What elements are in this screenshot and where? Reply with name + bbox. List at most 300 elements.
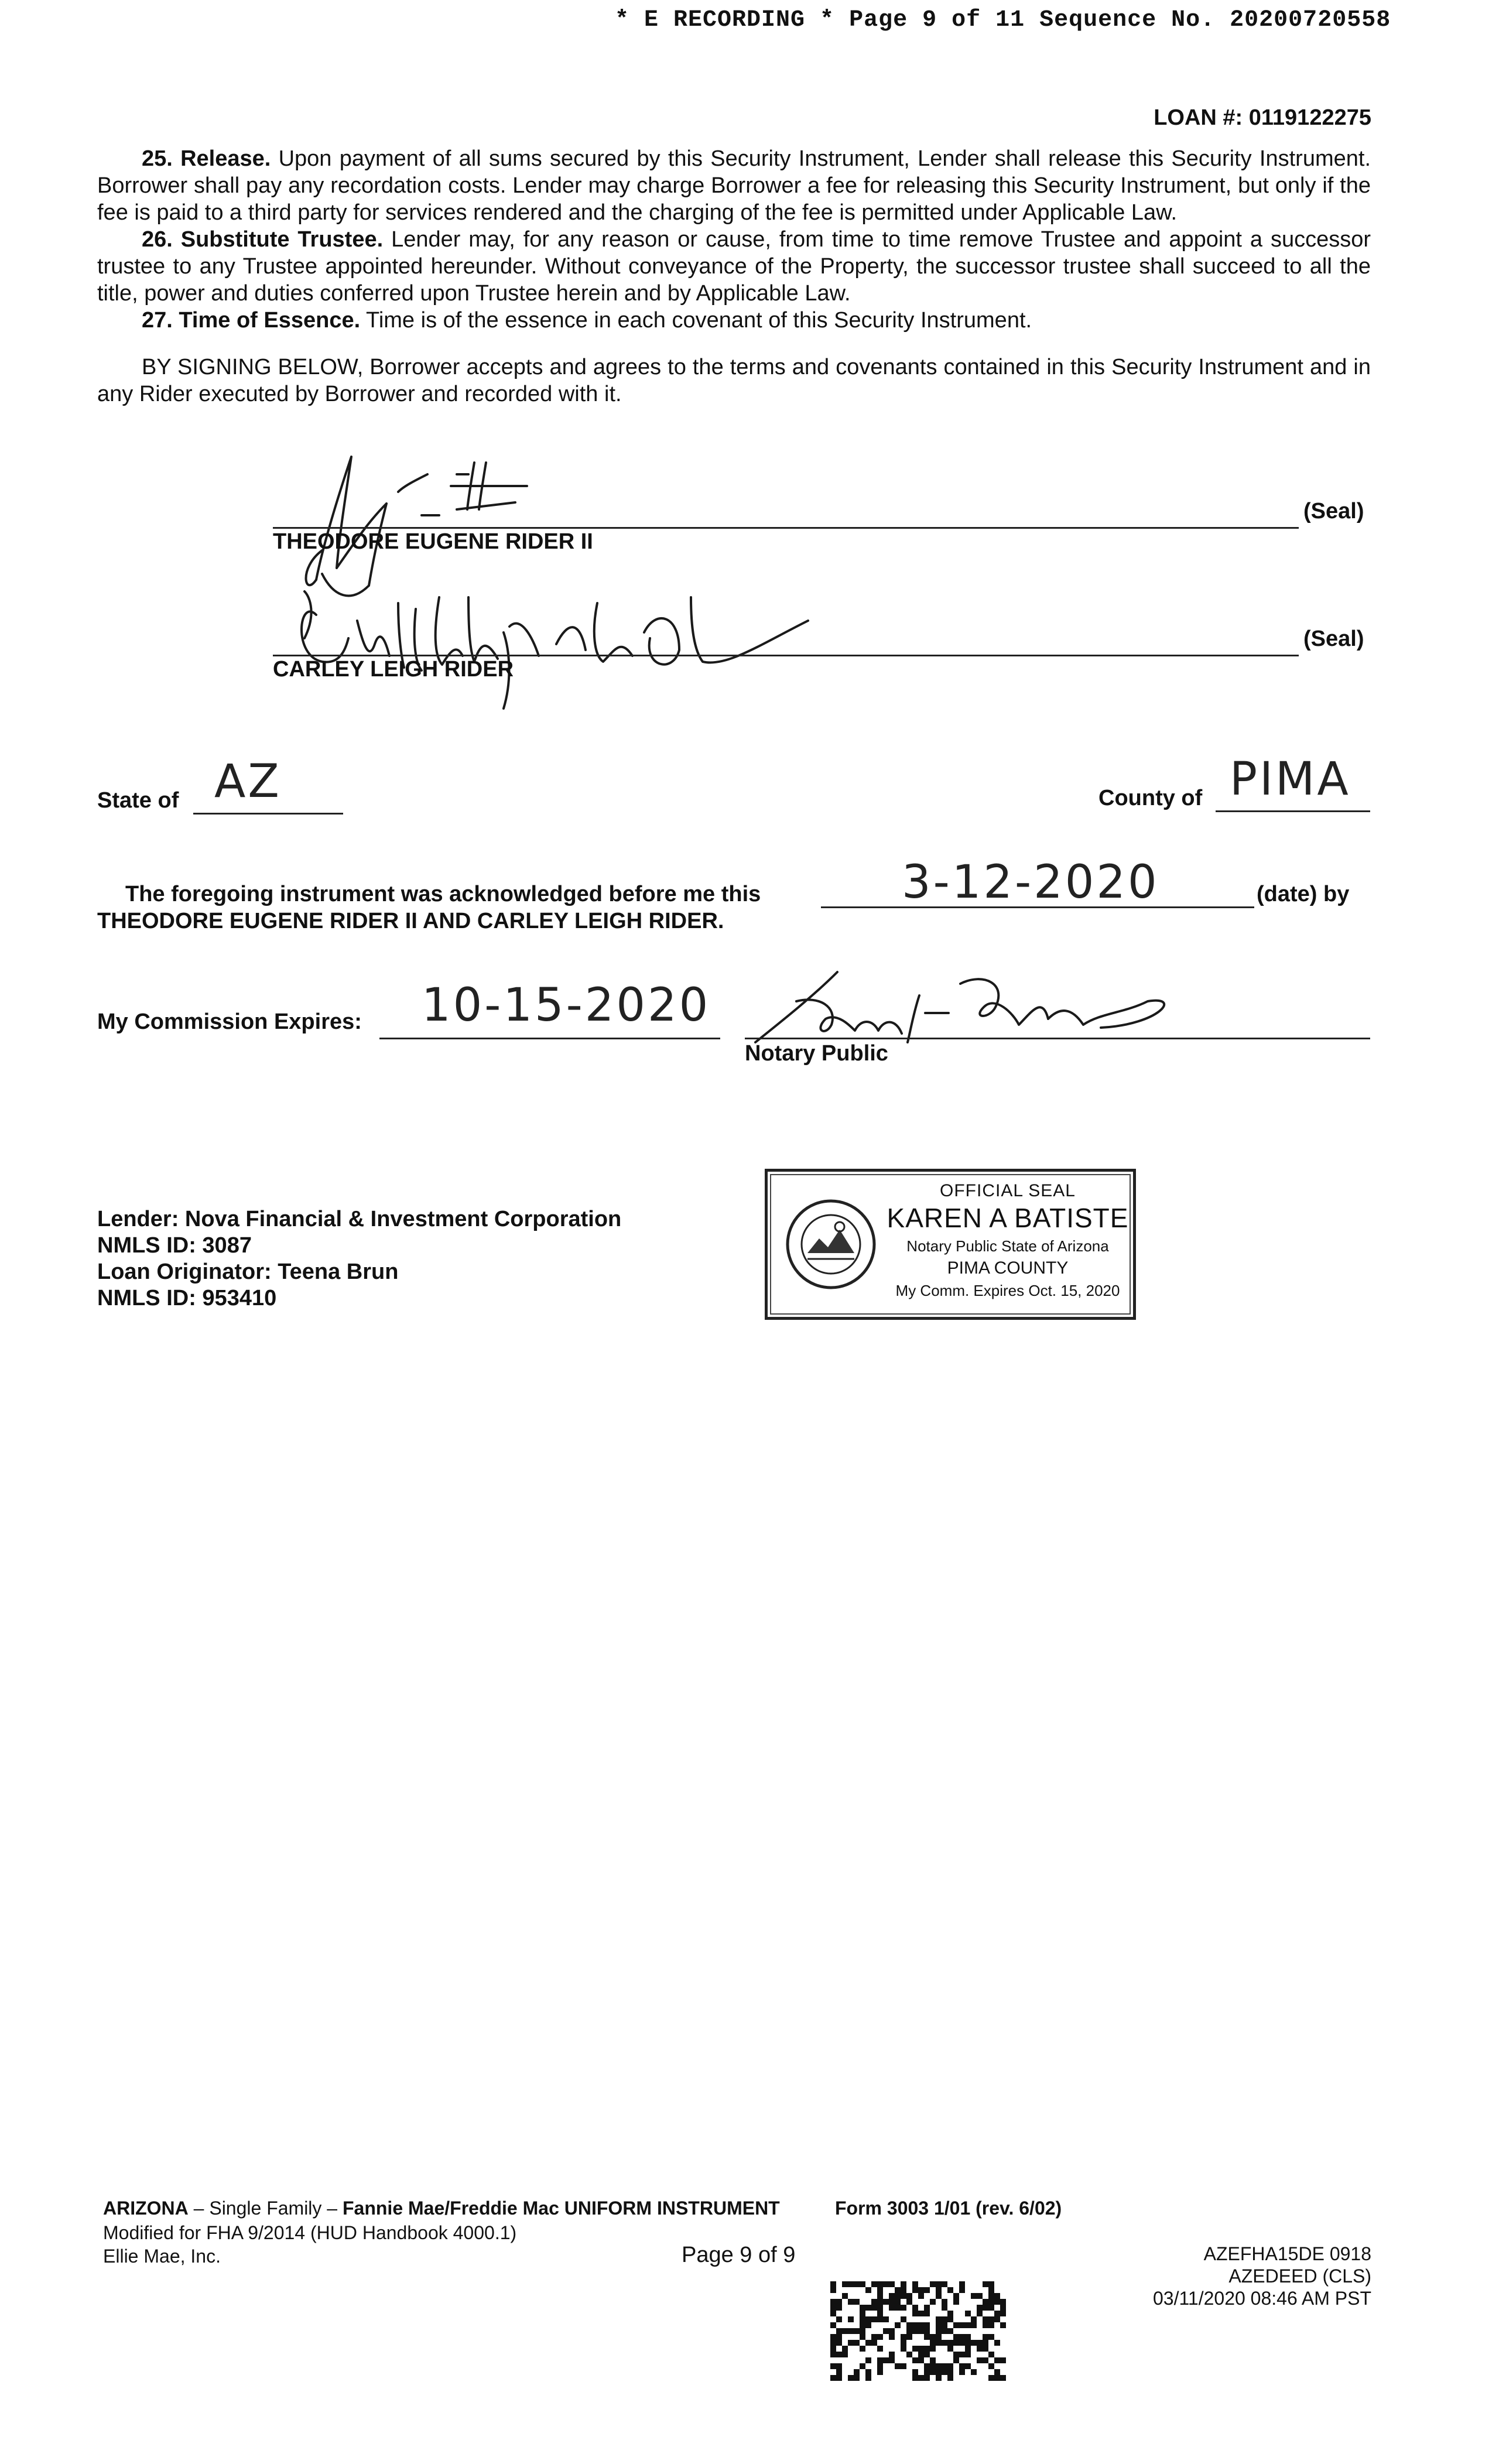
barcode-cell — [959, 2363, 965, 2369]
notary-stamp — [765, 1169, 1136, 1320]
barcode-cell — [848, 2375, 854, 2381]
borrower2-name: CARLEY LEIGH RIDER — [273, 657, 514, 682]
barcode-cell — [965, 2352, 971, 2357]
barcode-cell — [842, 2352, 848, 2357]
barcode-cell — [860, 2328, 865, 2334]
barcode-cell — [971, 2369, 977, 2375]
barcode-cell — [895, 2363, 901, 2369]
barcode-cell — [860, 2281, 865, 2287]
barcode-cell — [959, 2334, 965, 2340]
barcode-cell — [877, 2287, 883, 2293]
barcode-cell — [924, 2334, 930, 2340]
barcode-cell — [895, 2322, 901, 2328]
footer-code1: AZEFHA15DE 0918 — [1203, 2243, 1371, 2264]
acknowledgment-text: The foregoing instrument was acknowledged before me this — [125, 882, 761, 906]
barcode-cell — [830, 2311, 836, 2316]
barcode-cell — [1000, 2299, 1006, 2305]
barcode-cell — [901, 2340, 906, 2346]
barcode-cell — [924, 2363, 930, 2369]
barcode-cell — [912, 2346, 918, 2352]
barcode-cell — [918, 2375, 924, 2381]
barcode-cell — [959, 2340, 965, 2346]
barcode-cell — [842, 2346, 848, 2352]
barcode-cell — [977, 2305, 983, 2311]
barcode-cell — [924, 2375, 930, 2381]
lender-name: Lender: Nova Financial & Investment Corporation — [97, 1207, 622, 1231]
borrower1-signature-line — [273, 527, 1299, 529]
barcode-cell — [912, 2305, 918, 2311]
barcode-cell — [930, 2299, 936, 2305]
barcode-cell — [1000, 2357, 1006, 2363]
barcode-cell — [994, 2293, 1000, 2299]
barcode-cell — [906, 2299, 912, 2305]
barcode-cell — [918, 2311, 924, 2316]
barcode-cell — [906, 2328, 912, 2334]
state-line — [193, 813, 343, 815]
barcode-cell — [912, 2287, 918, 2293]
barcode-cell — [918, 2346, 924, 2352]
loan-originator: Loan Originator: Teena Brun — [97, 1260, 399, 1284]
footer-vendor: Ellie Mae, Inc. — [103, 2246, 221, 2267]
barcode-cell — [889, 2299, 895, 2305]
barcode-cell — [953, 2293, 959, 2299]
barcode-cell — [930, 2369, 936, 2375]
recording-header: * E RECORDING * Page 9 of 11 Sequence No. 20200720558 — [615, 7, 1391, 33]
barcode-cell — [906, 2352, 912, 2357]
borrower1-seal: (Seal) — [1303, 499, 1364, 523]
barcode-cell — [895, 2293, 901, 2299]
originator-nmls: NMLS ID: 953410 — [97, 1286, 277, 1310]
barcode-cell — [830, 2375, 836, 2381]
barcode-cell — [901, 2316, 906, 2322]
barcode-cell — [924, 2287, 930, 2293]
barcode-cell — [983, 2334, 988, 2340]
barcode-cell — [977, 2311, 983, 2316]
barcode-cell — [912, 2311, 918, 2316]
barcode-cell — [947, 2287, 953, 2293]
barcode-icon — [830, 2281, 1006, 2381]
barcode-cell — [871, 2334, 877, 2340]
barcode-cell — [865, 2287, 871, 2293]
barcode-cell — [971, 2322, 977, 2328]
barcode-cell — [889, 2281, 895, 2287]
barcode-cell — [842, 2293, 848, 2299]
barcode-cell — [965, 2340, 971, 2346]
barcode-cell — [971, 2316, 977, 2322]
barcode-cell — [994, 2357, 1000, 2363]
stamp-notary-line: Notary Public State of Arizona — [906, 1237, 1109, 1255]
barcode-cell — [871, 2281, 877, 2287]
barcode-cell — [953, 2299, 959, 2305]
barcode-cell — [988, 2293, 994, 2299]
barcode-cell — [942, 2322, 947, 2328]
barcode-cell — [860, 2346, 865, 2352]
barcode-cell — [895, 2305, 901, 2311]
barcode-cell — [912, 2369, 918, 2375]
barcode-cell — [883, 2281, 889, 2287]
barcode-cell — [1000, 2305, 1006, 2311]
acknowledgment-names: THEODORE EUGENE RIDER II AND CARLEY LEIGH RIDER. — [97, 909, 724, 933]
barcode-cell — [936, 2322, 942, 2328]
footer-instrument — [103, 2197, 780, 2219]
barcode-cell — [983, 2316, 988, 2322]
barcode-cell — [924, 2328, 930, 2334]
barcode-cell — [830, 2305, 836, 2311]
stamp-title: OFFICIAL SEAL — [940, 1181, 1076, 1200]
stamp-name: KAREN A BATISTE — [887, 1203, 1129, 1233]
barcode-cell — [942, 2363, 947, 2369]
barcode-cell — [912, 2357, 918, 2363]
barcode-cell — [912, 2281, 918, 2287]
footer-timestamp: 03/11/2020 08:46 AM PST — [1153, 2288, 1371, 2309]
footer-code2: AZEDEED (CLS) — [1228, 2265, 1371, 2287]
barcode-cell — [1000, 2375, 1006, 2381]
barcode-cell — [901, 2281, 906, 2287]
barcode-cell — [848, 2328, 854, 2334]
barcode-cell — [918, 2322, 924, 2328]
paragraph-26-text: Lender may, for any reason or cause, from time to time remove Trustee and appoint a successor trustee to any Trustee appointed hereunder. Without conveyance of the Property, the successor trustee shall succeed to all the title, power and duties conferred upon Trustee herein and by Applicable Law. — [97, 227, 1371, 306]
barcode-cell — [877, 2369, 883, 2375]
barcode-cell — [994, 2311, 1000, 2316]
barcode-cell — [947, 2328, 953, 2334]
barcode-cell — [865, 2357, 871, 2363]
barcode-cell — [830, 2281, 836, 2287]
notary-signature-line — [745, 1038, 1370, 1039]
barcode-cell — [871, 2340, 877, 2346]
paragraph-25 — [97, 145, 1371, 226]
barcode-cell — [994, 2369, 1000, 2375]
footer-uniform: Fannie Mae/Freddie Mac UNIFORM INSTRUMENT — [342, 2198, 780, 2219]
barcode-cell — [906, 2334, 912, 2340]
barcode-cell — [871, 2299, 877, 2305]
barcode-cell — [842, 2281, 848, 2287]
barcode-cell — [918, 2293, 924, 2299]
barcode-cell — [883, 2357, 889, 2363]
barcode-cell — [947, 2316, 953, 2322]
acknowledgment-date-by: (date) by — [1257, 882, 1350, 906]
barcode-cell — [971, 2340, 977, 2346]
barcode-cell — [947, 2311, 953, 2316]
barcode-cell — [936, 2293, 942, 2299]
barcode-cell — [901, 2293, 906, 2299]
barcode-cell — [836, 2369, 842, 2375]
barcode-cell — [877, 2334, 883, 2340]
barcode-cell — [912, 2328, 918, 2334]
barcode-cell — [924, 2369, 930, 2375]
barcode-cell — [983, 2299, 988, 2305]
barcode-cell — [860, 2316, 865, 2322]
barcode-cell — [918, 2287, 924, 2293]
barcode-cell — [860, 2334, 865, 2340]
barcode-cell — [924, 2352, 930, 2357]
borrower2-signature — [281, 562, 867, 714]
barcode-cell — [988, 2363, 994, 2369]
barcode-cell — [930, 2340, 936, 2346]
barcode-cell — [871, 2316, 877, 2322]
barcode-cell — [924, 2311, 930, 2316]
barcode-cell — [942, 2305, 947, 2311]
paragraph-27 — [97, 307, 1371, 334]
barcode-cell — [936, 2287, 942, 2293]
barcode-cell — [830, 2299, 836, 2305]
barcode-cell — [936, 2281, 942, 2287]
stamp-expires: My Comm. Expires Oct. 15, 2020 — [895, 1282, 1120, 1299]
barcode-cell — [924, 2305, 930, 2311]
barcode-cell — [953, 2322, 959, 2328]
barcode-cell — [860, 2322, 865, 2328]
barcode-cell — [936, 2328, 942, 2334]
barcode-cell — [848, 2340, 854, 2346]
barcode-cell — [877, 2299, 883, 2305]
paragraph-27-title: 27. Time of Essence. — [142, 308, 361, 333]
barcode-cell — [871, 2305, 877, 2311]
barcode-cell — [971, 2293, 977, 2299]
barcode-cell — [836, 2316, 842, 2322]
barcode-cell — [988, 2352, 994, 2357]
barcode-cell — [924, 2322, 930, 2328]
barcode-cell — [1000, 2322, 1006, 2328]
barcode-cell — [877, 2357, 883, 2363]
barcode-cell — [877, 2293, 883, 2299]
footer-state: ARIZONA — [103, 2198, 189, 2219]
barcode-cell — [883, 2299, 889, 2305]
barcode-cell — [947, 2346, 953, 2352]
barcode-cell — [965, 2311, 971, 2316]
barcode-cell — [947, 2363, 953, 2369]
borrower1-name: THEODORE EUGENE RIDER II — [273, 529, 593, 554]
barcode-cell — [983, 2322, 988, 2328]
barcode-cell — [889, 2334, 895, 2340]
paragraph-26-title: 26. Substitute Trustee. — [142, 227, 384, 252]
barcode-cell — [924, 2346, 930, 2352]
barcode-cell — [965, 2346, 971, 2352]
barcode-cell — [994, 2299, 1000, 2305]
barcode-cell — [936, 2363, 942, 2369]
barcode-cell — [830, 2340, 836, 2346]
barcode-cell — [988, 2299, 994, 2305]
barcode-cell — [836, 2334, 842, 2340]
barcode-cell — [912, 2322, 918, 2328]
barcode-cell — [830, 2346, 836, 2352]
covenants-section — [97, 145, 1371, 408]
notary-public-label: Notary Public — [745, 1041, 888, 1066]
signing-statement-text: BY SIGNING BELOW, Borrower accepts and agrees to the terms and covenants contained in this Security Instrument and in any Rider executed by Borrower and recorded with it. — [97, 355, 1371, 406]
barcode-cell — [988, 2287, 994, 2293]
barcode-cell — [930, 2281, 936, 2287]
barcode-cell — [959, 2287, 965, 2293]
barcode-cell — [836, 2363, 842, 2369]
paragraph-27-text: Time is of the essence in each covenant of this Security Instrument. — [366, 308, 1032, 333]
barcode-cell — [854, 2328, 860, 2334]
barcode-cell — [836, 2299, 842, 2305]
barcode-cell — [836, 2375, 842, 2381]
barcode-cell — [994, 2340, 1000, 2346]
barcode-cell — [942, 2316, 947, 2322]
county-label: County of — [1098, 786, 1203, 810]
barcode-cell — [959, 2322, 965, 2328]
barcode-cell — [865, 2340, 871, 2346]
barcode-cell — [947, 2340, 953, 2346]
barcode-cell — [836, 2340, 842, 2346]
barcode-cell — [959, 2352, 965, 2357]
barcode-cell — [854, 2281, 860, 2287]
borrower2-seal: (Seal) — [1303, 627, 1364, 651]
commission-label: My Commission Expires: — [97, 1009, 362, 1034]
paragraph-25-text: Upon payment of all sums secured by this Security Instrument, Lender shall release this Security Instrument. Borrower shall pay any recordation costs. Lender may charge Borrower a fee for releasing this Security Instrument, but only if the fee is paid to a third party for services rendered and the charging of the fee is permitted under Applicable Law. — [97, 146, 1371, 225]
footer-modified: Modified for FHA 9/2014 (HUD Handbook 4000.1) — [103, 2222, 517, 2243]
barcode-cell — [988, 2322, 994, 2328]
paragraph-25-title: 25. Release. — [142, 146, 271, 171]
loan-number: LOAN #: 0119122275 — [1154, 105, 1371, 130]
barcode-cell — [865, 2316, 871, 2322]
footer-page: Page 9 of 9 — [682, 2243, 796, 2267]
barcode-cell — [965, 2334, 971, 2340]
barcode-cell — [988, 2281, 994, 2287]
barcode-cell — [965, 2363, 971, 2369]
barcode-cell — [947, 2375, 953, 2381]
barcode-cell — [836, 2305, 842, 2311]
barcode-cell — [836, 2352, 842, 2357]
barcode-cell — [994, 2316, 1000, 2322]
barcode-cell — [994, 2375, 1000, 2381]
barcode-cell — [854, 2299, 860, 2305]
barcode-cell — [953, 2334, 959, 2340]
notary-signature — [738, 960, 1195, 1054]
barcode-cell — [877, 2311, 883, 2316]
barcode-cell — [830, 2287, 836, 2293]
barcode-cell — [865, 2305, 871, 2311]
barcode-cell — [977, 2293, 983, 2299]
barcode-cell — [965, 2322, 971, 2328]
barcode-cell — [988, 2305, 994, 2311]
barcode-cell — [1000, 2311, 1006, 2316]
barcode-cell — [988, 2375, 994, 2381]
barcode-cell — [936, 2334, 942, 2340]
barcode-cell — [848, 2281, 854, 2287]
barcode-cell — [912, 2375, 918, 2381]
signing-statement — [97, 354, 1371, 408]
barcode-cell — [959, 2369, 965, 2375]
barcode-cell — [983, 2340, 988, 2346]
barcode-cell — [942, 2369, 947, 2375]
barcode-cell — [901, 2287, 906, 2293]
barcode-cell — [947, 2369, 953, 2375]
barcode-cell — [988, 2334, 994, 2340]
commission-value: 10-15-2020 — [422, 979, 711, 1032]
barcode-cell — [889, 2293, 895, 2299]
arizona-seal-icon — [784, 1197, 878, 1291]
barcode-cell — [936, 2375, 942, 2381]
barcode-cell — [930, 2357, 936, 2363]
barcode-cell — [918, 2352, 924, 2357]
barcode-cell — [895, 2287, 901, 2293]
commission-line — [379, 1038, 720, 1039]
barcode-cell — [942, 2328, 947, 2334]
barcode-cell — [848, 2299, 854, 2305]
barcode-cell — [830, 2334, 836, 2340]
lender-info — [97, 1206, 621, 1312]
barcode-cell — [877, 2316, 883, 2322]
barcode-cell — [836, 2328, 842, 2334]
barcode-cell — [977, 2357, 983, 2363]
barcode-cell — [830, 2363, 836, 2369]
barcode-cell — [953, 2340, 959, 2346]
barcode-cell — [988, 2316, 994, 2322]
barcode-cell — [983, 2357, 988, 2363]
barcode-cell — [942, 2281, 947, 2287]
barcode-cell — [854, 2375, 860, 2381]
county-line — [1216, 810, 1370, 812]
barcode-cell — [901, 2363, 906, 2369]
barcode-cell — [959, 2281, 965, 2287]
barcode-cell — [889, 2352, 895, 2357]
barcode-cell — [906, 2293, 912, 2299]
barcode-cell — [865, 2369, 871, 2375]
barcode-cell — [936, 2369, 942, 2375]
barcode-cell — [854, 2369, 860, 2375]
barcode-cell — [983, 2281, 988, 2287]
barcode-cell — [865, 2375, 871, 2381]
barcode-cell — [877, 2363, 883, 2369]
barcode-cell — [942, 2340, 947, 2346]
stamp-county: PIMA COUNTY — [947, 1258, 1069, 1278]
barcode-cell — [983, 2305, 988, 2311]
barcode-cell — [936, 2316, 942, 2322]
barcode-cell — [936, 2340, 942, 2346]
barcode-cell — [854, 2340, 860, 2346]
barcode-cell — [918, 2357, 924, 2363]
borrower2-signature-line — [273, 655, 1299, 656]
barcode-cell — [860, 2311, 865, 2316]
state-label: State of — [97, 788, 179, 813]
footer-codes — [1153, 2243, 1371, 2309]
barcode-cell — [883, 2328, 889, 2334]
barcode-cell — [930, 2334, 936, 2340]
barcode-cell — [830, 2352, 836, 2357]
paragraph-26 — [97, 226, 1371, 307]
barcode-cell — [865, 2322, 871, 2328]
barcode-cell — [953, 2357, 959, 2363]
county-value: PIMA — [1230, 753, 1351, 806]
barcode-cell — [977, 2346, 983, 2352]
acknowledgment-date: 3-12-2020 — [902, 856, 1159, 909]
barcode-cell — [930, 2346, 936, 2352]
barcode-cell — [877, 2305, 883, 2311]
barcode-cell — [901, 2334, 906, 2340]
barcode-cell — [877, 2281, 883, 2287]
barcode-cell — [877, 2346, 883, 2352]
barcode-cell — [860, 2305, 865, 2311]
barcode-cell — [953, 2352, 959, 2357]
barcode-cell — [942, 2299, 947, 2305]
barcode-cell — [901, 2305, 906, 2311]
barcode-cell — [918, 2328, 924, 2334]
barcode-cell — [889, 2357, 895, 2363]
footer-form: Form 3003 1/01 (rev. 6/02) — [835, 2198, 1062, 2219]
barcode-cell — [842, 2328, 848, 2334]
barcode-cell — [860, 2363, 865, 2369]
barcode-cell — [848, 2316, 854, 2322]
barcode-cell — [983, 2346, 988, 2352]
state-value: AZ — [214, 755, 282, 808]
barcode-cell — [889, 2328, 895, 2334]
barcode-cell — [930, 2363, 936, 2369]
barcode-cell — [977, 2340, 983, 2346]
barcode-cell — [830, 2322, 836, 2328]
barcode-cell — [901, 2346, 906, 2352]
lender-nmls: NMLS ID: 3087 — [97, 1233, 252, 1258]
barcode-cell — [883, 2316, 889, 2322]
